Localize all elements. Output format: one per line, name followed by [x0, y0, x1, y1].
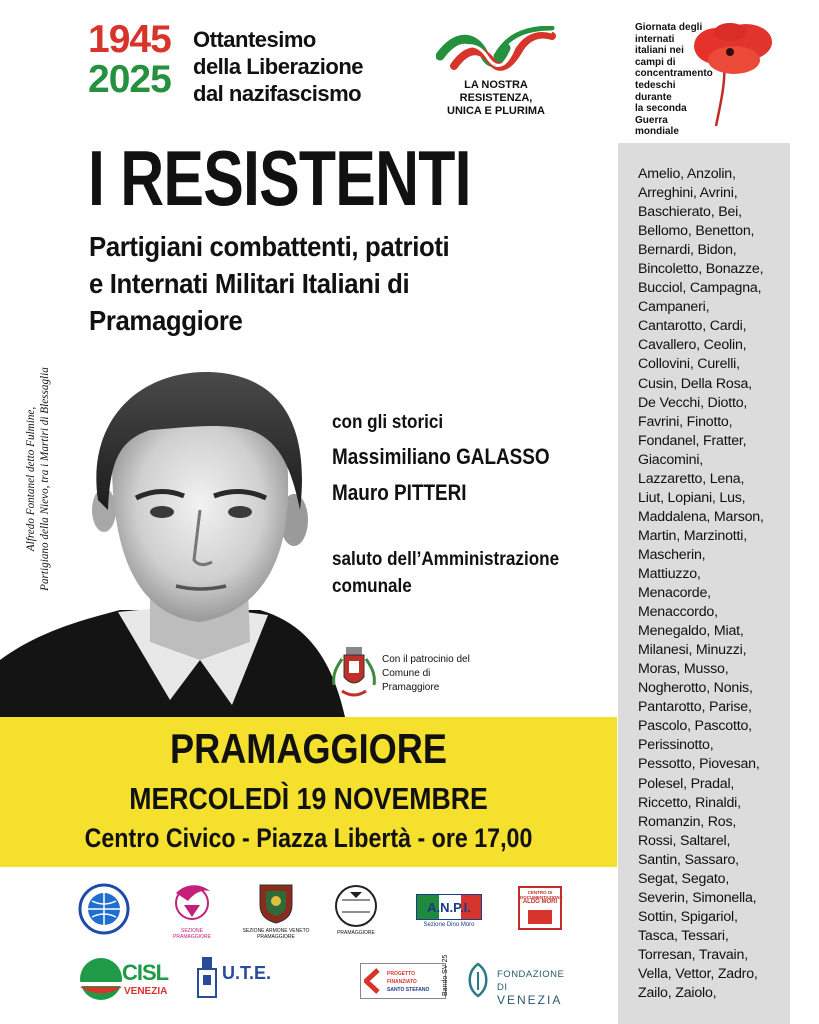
subtitle-line: Pramaggiore: [89, 305, 243, 336]
names-list-line: Severin, Simonella,: [638, 889, 757, 906]
names-list-line: Bernardi, Bidon,: [638, 242, 737, 259]
speaker-name: Mauro PITTERI: [332, 480, 467, 505]
names-list-line: Liut, Lopiani, Lus,: [638, 489, 746, 506]
subtitle: [89, 228, 604, 339]
bersaglieri-caption: SEZIONE PRAMAGGIORE: [173, 928, 211, 940]
aldo-mori-line: CENTRO DI: [527, 890, 553, 895]
giornata-line: internati: [635, 33, 675, 45]
progetto-arrow-icon: [364, 968, 386, 994]
names-list-line: Campaneri,: [638, 299, 710, 316]
names-list-line: Pessotto, Piovesan,: [638, 756, 760, 773]
saluto-text: [332, 546, 559, 600]
names-list-line: Zailo, Zaiolo,: [638, 985, 717, 1002]
names-list-line: Nogherotto, Nonis,: [638, 680, 753, 697]
names-list-line: Maddalena, Marson,: [638, 508, 764, 525]
names-list-line: Santin, Sassaro,: [638, 851, 739, 868]
bando-wrap: [442, 954, 456, 1000]
ute-logo: [192, 955, 280, 1001]
ute-tower-icon: [192, 955, 222, 999]
caption-line: Partigiano della Nievo, tra i Martiri di Blessaglia: [39, 367, 51, 591]
tagline-line: UNICA E PLURIMA: [447, 105, 545, 117]
cisl-name: CISL: [122, 960, 169, 985]
saluto-line: saluto dell’Amministrazione: [332, 549, 560, 570]
fondazione-line: FONDAZIONE DI: [497, 969, 565, 993]
progetto-logo: [360, 963, 446, 999]
anpi-name: A.N.P.I.: [427, 900, 471, 915]
fondazione-mark-icon: [465, 962, 491, 998]
aldo-mori-logo: [518, 886, 562, 930]
names-list-line: Collovini, Curelli,: [638, 356, 740, 373]
names-list-line: Polesel, Pradal,: [638, 775, 735, 792]
names-list-line: Moras, Musso,: [638, 661, 729, 678]
poppy-icon: [690, 22, 776, 128]
names-list-line: Menacorde,: [638, 585, 711, 602]
giornata-line: Giornata degli: [635, 22, 703, 33]
names-list-line: Bincoletto, Bonazze,: [638, 261, 764, 278]
names-list-line: Tasca, Tessari,: [638, 927, 729, 944]
ute-name: U.T.E.: [222, 963, 272, 983]
anniversary-line: Ottantesimo: [193, 27, 316, 52]
anniversary-line: della Liberazione: [193, 54, 363, 79]
event-place: PRAMAGGIORE: [170, 725, 447, 772]
patrocinio: [330, 645, 530, 701]
names-list-line: Cantarotto, Cardi,: [638, 318, 747, 335]
portrait-photo: [0, 360, 360, 720]
progetto-line: PROGETTO FINANZIATO: [387, 971, 417, 985]
names-list-line: Martin, Marzinotti,: [638, 527, 747, 544]
page-title: I RESISTENTI: [88, 134, 471, 222]
cisl-mark-icon: [78, 956, 124, 1002]
resistenza-logo: [430, 26, 562, 117]
progetto-line: SANTO STEFANO: [387, 987, 430, 993]
associazione-logo: [332, 884, 380, 928]
names-list-line: Milanesi, Minuzzi,: [638, 642, 747, 659]
cisl-city: VENEZIA: [124, 986, 168, 997]
names-list-line: Baschierato, Bei,: [638, 204, 742, 221]
event-date: MERCOLEDÌ 19 NOVEMBRE: [129, 781, 488, 816]
anpi-caption: Sezione Dino Moro: [423, 922, 475, 928]
associazione-caption: PRAMAGGIORE: [337, 930, 375, 936]
saluto-line: comunale: [332, 576, 412, 597]
anpi-logo: [416, 894, 482, 920]
subtitle-line: e Internati Militari Italiani di: [89, 268, 410, 299]
names-list: [618, 143, 790, 1024]
names-list-line: Romanzin, Ros,: [638, 813, 737, 830]
aldo-mori-line: ALDO MORI: [522, 899, 558, 905]
names-list-line: Segat, Segato,: [638, 870, 730, 887]
anniversary-line: dal nazifascismo: [193, 81, 362, 106]
speakers-intro: con gli storici: [332, 412, 444, 433]
event-venue: Centro Civico - Piazza Libertà - ore 17,00: [84, 823, 533, 853]
alpini-shield-logo: [258, 883, 294, 925]
year-start: 1945: [88, 18, 171, 61]
year-end: 2025: [88, 58, 171, 101]
anniversary-text: [193, 26, 363, 107]
tricolor-ribbon-icon: [436, 26, 556, 78]
names-list-line: Mattiuzzo,: [638, 565, 701, 582]
names-list-line: Torresan, Travain,: [638, 946, 748, 963]
tagline-line: LA NOSTRA RESISTENZA,: [459, 79, 533, 104]
patrocinio-line: Con il patrocinio del: [382, 654, 470, 665]
names-list-line: Cusin, Della Rosa,: [638, 375, 752, 392]
anniversary-years: [88, 20, 171, 100]
patrocinio-line: Pramaggiore: [382, 682, 440, 693]
giornata-line: tedeschi durante: [635, 79, 676, 103]
names-list-line: Perissinotto,: [638, 737, 714, 754]
speakers: [332, 412, 585, 506]
globe-association-logo: [78, 883, 130, 935]
names-list-line: Cavallero, Ceolin,: [638, 337, 747, 354]
resistenza-tagline: [430, 79, 562, 118]
names-list-line: Favrini, Finotto,: [638, 413, 733, 430]
names-list-line: Arreghini, Avrini,: [638, 185, 738, 202]
giornata-line: italiani nei: [635, 45, 684, 57]
giornata-line: concentramento: [635, 68, 713, 80]
aldo-mori-line: DOCUMENTAZIONE: [520, 895, 563, 900]
names-list-line: Vella, Vettor, Zadro,: [638, 965, 758, 982]
giornata-line: campi di: [635, 56, 676, 68]
subtitle-line: Partigiani combattenti, patrioti: [89, 231, 450, 262]
patrocinio-text: [382, 653, 470, 695]
names-list-line: Riccetto, Rinaldi,: [638, 794, 741, 811]
names-list-line: De Vecchi, Diotto,: [638, 394, 748, 411]
names-list-line: Pantarotto, Parise,: [638, 699, 752, 716]
names-list-line: Amelio, Anzolin,: [638, 166, 736, 182]
names-list-line: Menaccordo,: [638, 604, 718, 621]
bersaglieri-logo: [166, 883, 218, 927]
names-list-line: Mascherin,: [638, 546, 706, 563]
names-list-line: Giacomini,: [638, 451, 704, 468]
names-list-line: Fondanel, Fratter,: [638, 432, 747, 449]
cisl-logo: [78, 956, 178, 1002]
bando-label: Bando SV 25: [442, 954, 449, 996]
patrocinio-line: Comune di: [382, 668, 431, 679]
names-list-line: Pascolo, Pascotto,: [638, 718, 752, 735]
photo-caption: [24, 356, 52, 602]
giornata-line: mondiale: [635, 126, 679, 138]
caption-line: Alfredo Fontanel detto Fulmine,: [25, 406, 37, 552]
names-list-line: Bucciol, Campagna,: [638, 280, 762, 297]
names-list-line: Lazzaretto, Lena,: [638, 470, 745, 487]
fondazione-logo: [465, 962, 575, 1007]
fondazione-line: VENEZIA: [497, 993, 563, 1007]
names-list-line: Menegaldo, Miat,: [638, 623, 744, 640]
speaker-name: Massimiliano GALASSO: [332, 444, 550, 469]
alpini-caption: SEZIONE ARMONE VENETO PRAMAGGIORE: [242, 928, 310, 940]
comune-crest-icon: [330, 645, 378, 701]
names-list-line: Bellomo, Benetton,: [638, 223, 755, 240]
names-list-line: Sottin, Spigariol,: [638, 908, 738, 925]
names-list-line: Rossi, Saltarel,: [638, 832, 731, 849]
giornata-line: la seconda Guerra: [635, 103, 687, 126]
